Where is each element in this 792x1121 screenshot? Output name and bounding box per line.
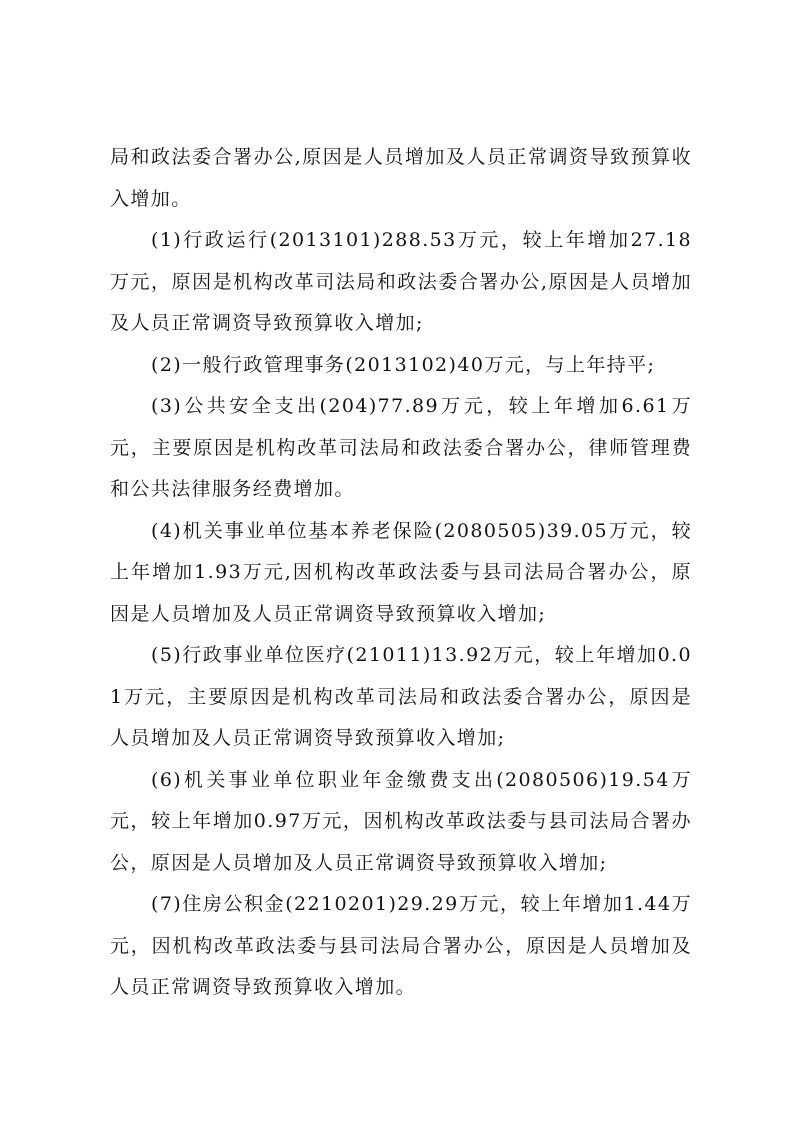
paragraph-item-1-administrative-operation: (1)行政运行(2013101)288.53万元，较上年增加27.18万元，原因是机构改革司法局和政法委合署办公,原因是人员增加及人员正常调资导致预算收入增加; [110, 229, 692, 334]
paragraph-item-6-occupational-annuity: (6)机关事业单位职业年金缴费支出(2080506)19.54万元，较上年增加0.97万元，因机构改革政法委与县司法局合署办公，原因是人员增加及人员正常调资导致预算收入增加; [110, 768, 692, 874]
paragraph-item-2-general-administration: (2)一般行政管理事务(2013102)40万元，与上年持平; [151, 353, 656, 376]
paragraph-item-4-basic-pension: (4)机关事业单位基本养老保险(2080505)39.05万元，较上年增加1.93万元,因机构改革政法委与县司法局合署办公，原因是人员增加及人员正常调资导致预算收入增加; [110, 519, 692, 625]
paragraph-continuation: 局和政法委合署办公,原因是人员增加及人员正常调资导致预算收入增加。 [110, 146, 692, 210]
paragraph-item-7-housing-fund: (7)住房公积金(2210201)29.29万元，较上年增加1.44万元，因机构改革政法委与县司法局合署办公，原因是人员增加及人员正常调资导致预算收入增加。 [110, 893, 692, 998]
paragraph-item-5-medical: (5)行政事业单位医疗(21011)13.92万元，较上年增加0.01万元，主要原因是机构改革司法局和政法委合署办公，原因是人员增加及人员正常调资导致预算收入增加; [110, 644, 692, 749]
paragraph-item-3-public-security: (3)公共安全支出(204)77.89万元，较上年增加6.61万元，主要原因是机构改革司法局和政法委合署办公，律师管理费和公共法律服务经费增加。 [110, 395, 692, 500]
document-body [110, 137, 692, 1009]
